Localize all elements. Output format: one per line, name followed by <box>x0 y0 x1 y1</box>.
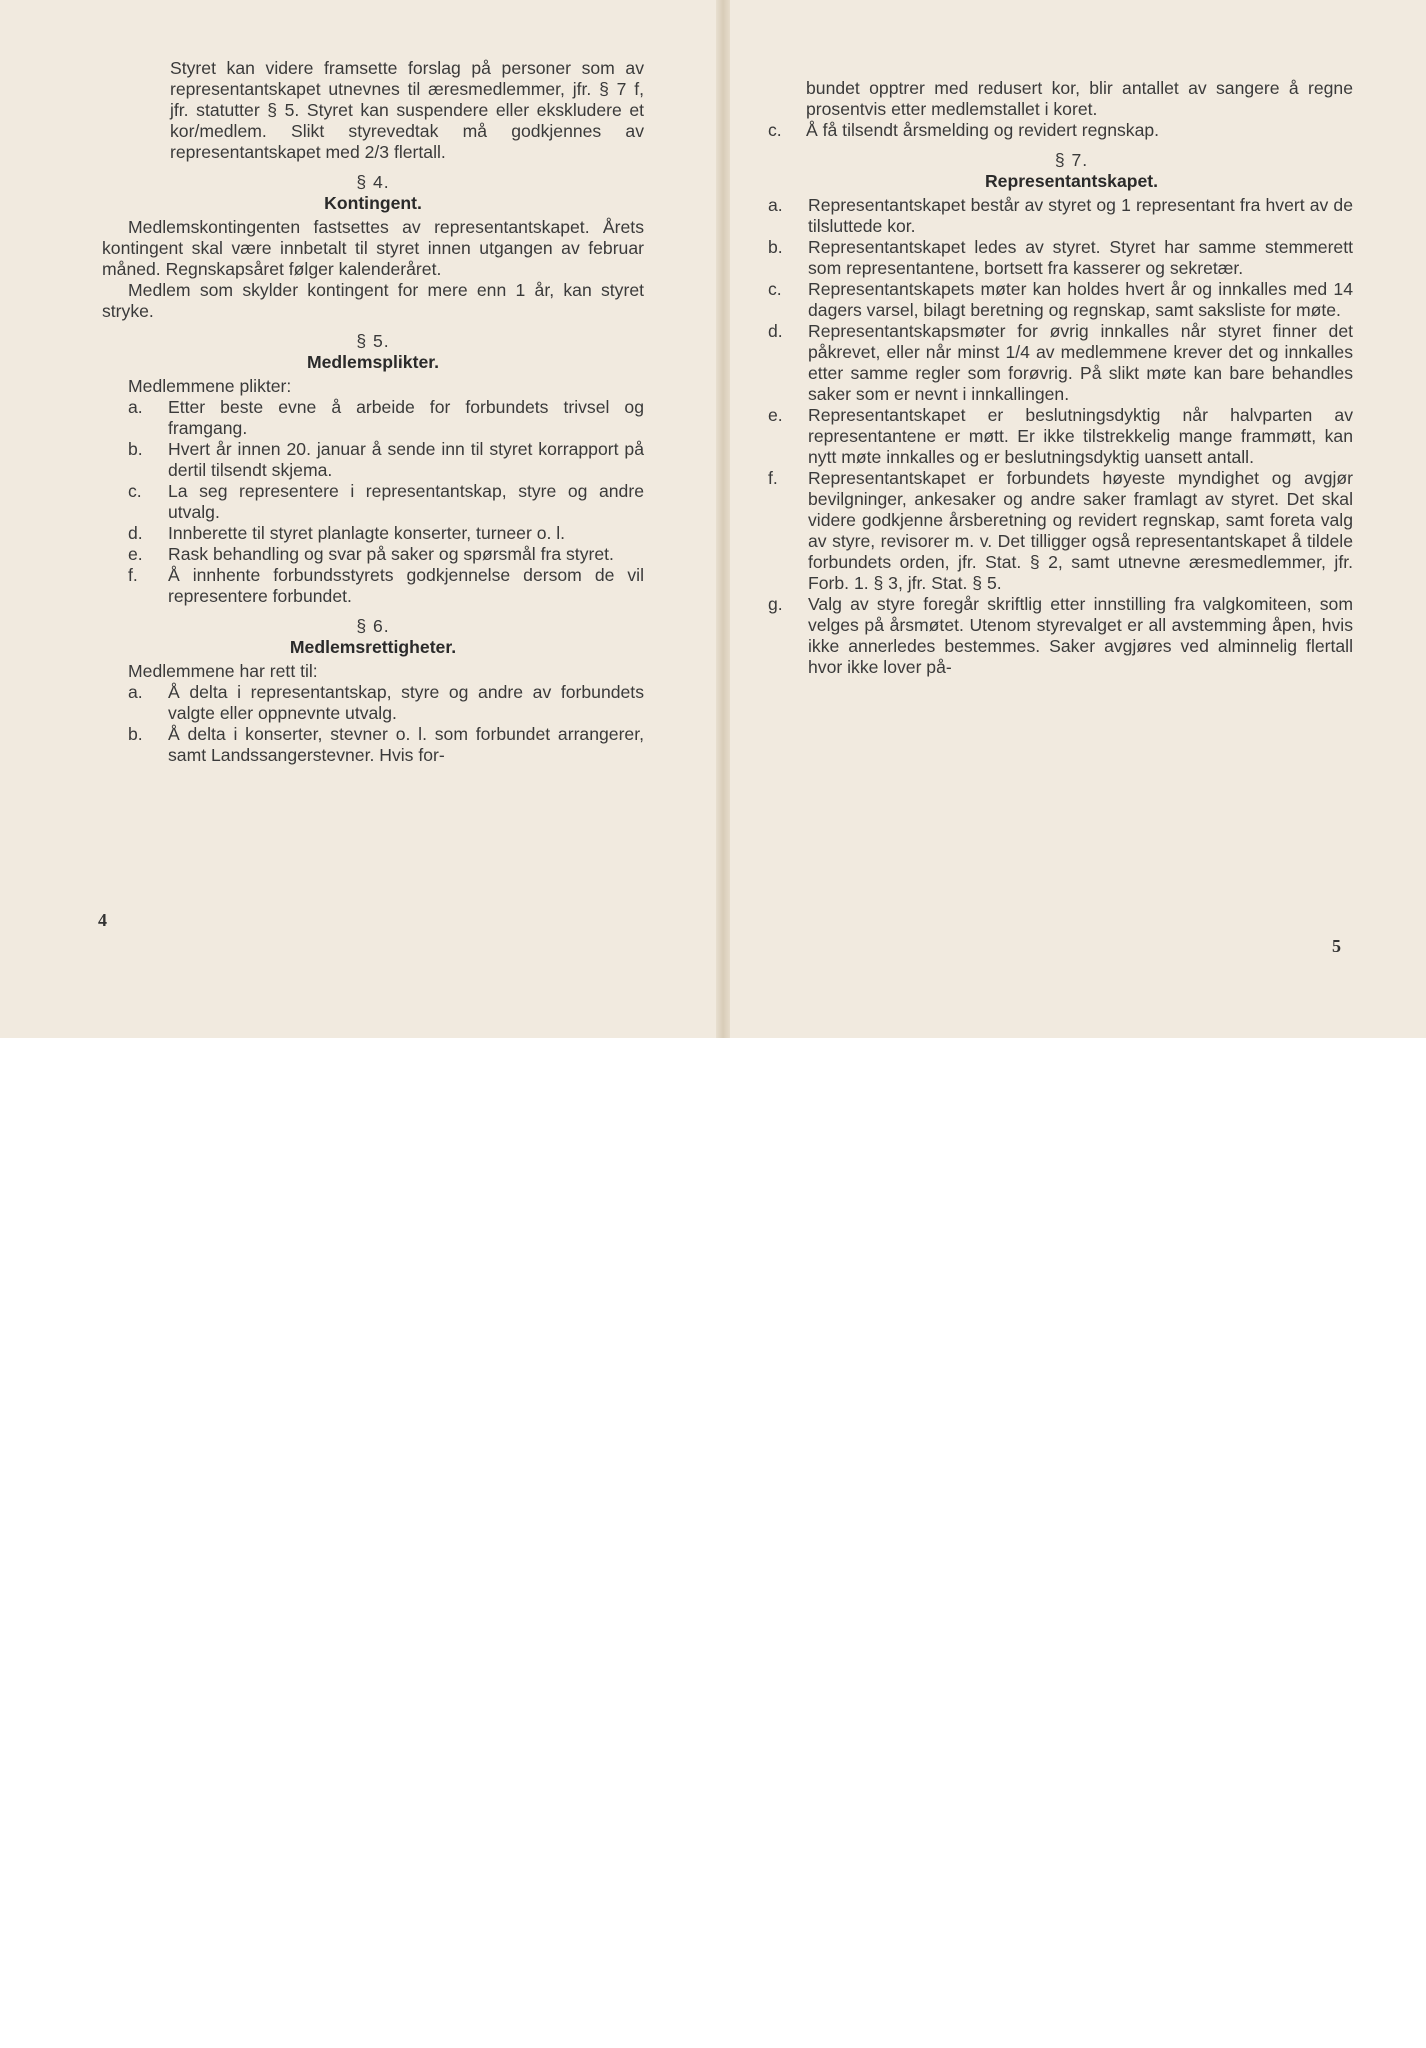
item-text: Å delta i konserter, stevner o. l. som forbundet arrangerer, samt Landssangerstevner. Hvis for- <box>168 724 644 765</box>
section-5-number: § 5. <box>356 331 390 351</box>
left-page <box>0 0 722 1038</box>
section-5-item <box>102 439 644 481</box>
section-7-item <box>768 594 1353 678</box>
section-4-paragraph-1: Medlemskontingenten fastsettes av representantskapet. Årets kontingent skal være innbetalt til styret innen utgangen av februar måned. Regnskapsåret følger kalenderåret. <box>102 217 644 279</box>
item-label: b. <box>768 237 783 257</box>
item-label: c. <box>768 120 782 140</box>
section-6-item-c <box>768 120 1353 141</box>
left-page-text <box>102 58 644 766</box>
item-label: e. <box>768 405 783 425</box>
section-7-item <box>768 195 1353 237</box>
section-4-paragraph-2: Medlem som skylder kontingent for mere enn 1 år, kan styret stryke. <box>102 280 644 321</box>
item-label: c. <box>768 279 782 299</box>
section-7-item <box>768 468 1353 594</box>
item-label: a. <box>128 397 143 417</box>
item-label: f. <box>128 565 138 585</box>
item-label: d. <box>768 321 783 341</box>
item-text: Representantskapets møter kan holdes hvert år og innkalles med 14 dagers varsel, bilagt beretning og regnskap, samt saksliste for møte. <box>808 279 1353 320</box>
item-text: Å innhente forbundsstyrets godkjennelse dersom de vil representere forbundet. <box>168 565 644 606</box>
section-7-item <box>768 405 1353 468</box>
section-7-title: Representantskapet. <box>984 171 1159 191</box>
section-4-title: Kontingent. <box>324 193 422 213</box>
intro-paragraph: Styret kan videre framsette forslag på personer som av representantskapet utnevnes til æresmedlemmer, jfr. § 7 f, jfr. statutter § 5. Styret kan suspendere eller ekskludere et kor/medlem. Slikt styrevedtak må godkjennes av representantskapet med 2/3 flertall. <box>170 58 644 162</box>
item-label: c. <box>128 481 142 501</box>
item-text: Valg av styre foregår skriftlig etter innstilling fra valgkomiteen, som velges på årsmøtet. Utenom styrevalget er all avstemming åpen, hvis ikke annerledes bestemmes. Saker avgjøres ved alminnelig flertall hvor ikke lover på- <box>808 594 1353 677</box>
item-text: Rask behandling og svar på saker og spørsmål fra styret. <box>168 544 614 564</box>
item-label: g. <box>768 594 783 614</box>
section-7-item <box>768 237 1353 279</box>
item-label: d. <box>128 523 143 543</box>
item-text: Innberette til styret planlagte konserter, turneer o. l. <box>168 523 566 543</box>
continuation-paragraph: bundet opptrer med redusert kor, blir antallet av sangere å regne prosentvis etter medlemstallet i koret. <box>806 78 1353 119</box>
section-7-number: § 7. <box>1054 150 1089 170</box>
item-text: Etter beste evne å arbeide for forbundets trivsel og framgang. <box>168 397 644 438</box>
item-label: a. <box>768 195 783 215</box>
section-5-item <box>102 544 644 565</box>
section-6-title: Medlemsrettigheter. <box>289 637 457 657</box>
section-5-item <box>102 565 644 607</box>
item-label: a. <box>128 682 143 702</box>
page-number-left: 4 <box>98 910 107 930</box>
section-7-item <box>768 321 1353 405</box>
item-text: Representantskapet ledes av styret. Styret har samme stemmerett som representantene, bortsett fra kasserer og sekretær. <box>808 237 1353 278</box>
section-5-lead: Medlemmene plikter: <box>128 376 292 396</box>
item-label: e. <box>128 544 143 564</box>
item-text: Representantskapet består av styret og 1 representant fra hvert av de tilsluttede kor. <box>808 195 1353 236</box>
item-text: Representantskapsmøter for øvrig innkalles når styret finner det påkrevet, eller når minst 1/4 av medlemmene krever det og innkalles etter samme regler som forøvrig. På slikt møte kan bare behandles saker som er nevnt i innkallingen. <box>808 321 1353 404</box>
item-label: f. <box>768 468 778 488</box>
section-5-title: Medlemsplikter. <box>306 352 439 372</box>
section-6-number: § 6. <box>356 616 390 636</box>
right-page <box>728 0 1426 1038</box>
section-6-item <box>102 724 644 766</box>
item-label: b. <box>128 439 143 459</box>
item-text: Å delta i representantskap, styre og andre av forbundets valgte eller oppnevnte utvalg. <box>168 682 644 723</box>
item-text: Representantskapet er beslutningsdyktig når halvparten av representantene er møtt. Er ikke tilstrekkelig mange frammøtt, kan nytt møte innkalles og er beslutningsdyktig uansett antall. <box>808 405 1353 467</box>
section-6-item <box>102 682 644 724</box>
section-4-number: § 4. <box>356 172 390 192</box>
section-5-item <box>102 481 644 523</box>
item-text: Representantskapet er forbundets høyeste myndighet og avgjør bevilgninger, ankesaker og andre saker framlagt av styret. Det skal videre godkjenne årsberetning og revidert regnskap, samt foreta valg av styre, revisorer m. v. Det tilligger også representantskapet å tildele forbundets orden, jfr. Stat. § 2, samt utnevne æresmedlemmer, jfr. Forb. 1. § 3, jfr. Stat. § 5. <box>808 468 1353 593</box>
item-text: La seg representere i representantskap, styre og andre utvalg. <box>168 481 644 522</box>
item-text: Hvert år innen 20. januar å sende inn til styret korrapport på dertil tilsendt skjema. <box>168 439 644 480</box>
right-page-text <box>768 78 1353 678</box>
section-6-lead: Medlemmene har rett til: <box>128 661 318 681</box>
section-7-item <box>768 279 1353 321</box>
item-text: Å få tilsendt årsmelding og revidert regnskap. <box>806 120 1160 140</box>
page-number-right: 5 <box>1332 936 1341 956</box>
section-5-item <box>102 397 644 439</box>
item-label: b. <box>128 724 143 744</box>
section-5-item <box>102 523 644 544</box>
